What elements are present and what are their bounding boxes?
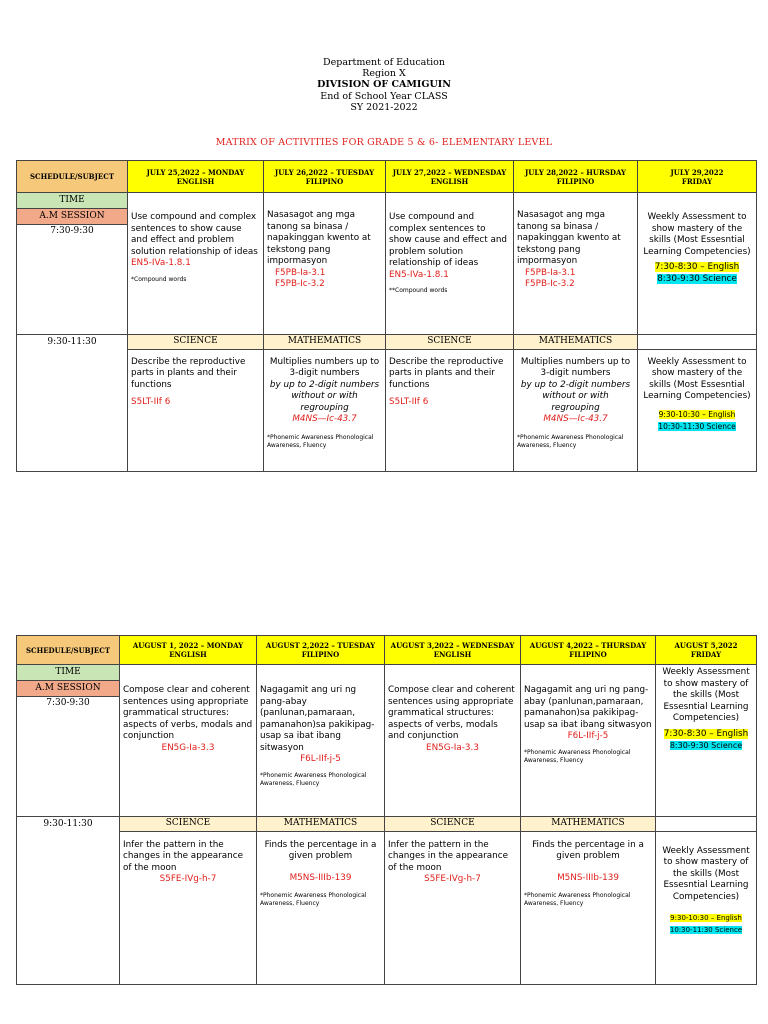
cell-tue-am: Nagagamit ang uri ng pang-abay (panlunan,pamaraan, pamanahon)sa pakikipag-usap sa ibat ibang sitwasyon F6L-IIf-j-5 *Phonemic Awareness Phonological Awareness, Fluency	[257, 665, 385, 817]
subj-fri-blank	[656, 817, 757, 832]
division-line: DIVISION OF CAMIGUIN	[317, 79, 451, 90]
cell-fri-pm: Weekly Assessment to show mastery of the skills (Most Essesntial Learning Competencies) 9:30-10:30 – English 10:30-11:30 Science	[638, 349, 757, 471]
fri-am-science: 8:30-9:30 Science	[657, 273, 737, 284]
cell-wed-pm: Describe the reproductive parts in plants and their functions S5LT-IIf 6	[386, 349, 514, 471]
day-header-thu: JULY 28,2022 – HURSDAY FILIPINO	[514, 161, 638, 193]
cell-mon-pm: Infer the pattern in the changes in the appearance of the moon S5FE-IVg-h-7	[120, 831, 257, 984]
cell-wed-pm: Infer the pattern in the changes in the appearance of the moon S5FE-IVg-h-7	[385, 831, 521, 984]
cell-fri-am: Weekly Assessment to show mastery of the skills (Most Essesntial Learning Competencies) 7:30-8:30 – English 8:30-9:30 Science	[638, 193, 757, 335]
day-header-wed: AUGUST 3,2022 – WEDNESDAY ENGLISH	[385, 636, 521, 665]
cell-fri-am: Weekly Assessment to show mastery of the skills (Most Essesntial Learning Competencies) 7:30-8:30 – English 8:30-9:30 Science	[656, 665, 757, 817]
fri-am-science: 8:30-9:30 Science	[669, 741, 743, 750]
fri-pm-science: 10:30-11:30 Science	[669, 925, 743, 934]
time-label: TIME	[17, 193, 127, 209]
time-label: TIME	[17, 665, 119, 681]
slot2-cell: 9:30-11:30	[17, 335, 128, 472]
cell-fri-pm: Weekly Assessment to show mastery of the skills (Most Essesntial Learning Competencies) 9:30-10:30 – English 10:30-11:30 Science	[656, 831, 757, 984]
day-header-fri: AUGUST 5,2022 FRIDAY	[656, 636, 757, 665]
cell-mon-am: Use compound and complex sentences to show cause and effect and problem solution relationship of ideas EN5-IVa-1.8.1 *Compound words	[128, 193, 264, 335]
subj-fri-blank	[638, 335, 757, 350]
subj-math-tue: MATHEMATICS	[264, 335, 386, 350]
fri-pm-english: 9:30-10:30 – English	[670, 914, 742, 922]
subj-math-tue: MATHEMATICS	[257, 817, 385, 832]
region-line: Region X	[362, 68, 406, 79]
cell-thu-pm: Finds the percentage in a given problem M5NS-IIIb-139 *Phonemic Awareness Phonological Awareness, Fluency	[521, 831, 656, 984]
day-header-thu: AUGUST 4,2022 – THURSDAY FILIPINO	[521, 636, 656, 665]
cell-wed-am: Compose clear and coherent sentences using appropriate grammatical structures: aspects of verbs, modals and conjunction EN5G-Ia-3.3	[385, 665, 521, 817]
fri-pm-science: 10:30-11:30 Science	[658, 422, 736, 431]
schedule-subject-header: SCHEDULE/SUBJECT	[17, 636, 120, 665]
schedule-table-week1	[16, 160, 757, 472]
fri-pm-english: 9:30-10:30 – English	[658, 409, 736, 419]
subj-science-mon: SCIENCE	[120, 817, 257, 832]
cell-tue-pm: Finds the percentage in a given problem M5NS-IIIb-139 *Phonemic Awareness Phonological Awareness, Fluency	[257, 831, 385, 984]
time-cell-am	[17, 193, 128, 335]
day-header-fri: JULY 29,2022 FRIDAY	[638, 161, 757, 193]
time-cell-am	[17, 665, 120, 817]
slot2-cell: 9:30-11:30	[17, 817, 120, 985]
sy-line: SY 2021-2022	[350, 102, 418, 113]
day-header-tue: JULY 26,2022 – TUESDAY FILIPINO	[264, 161, 386, 193]
am-session-label: A.M SESSION	[17, 681, 119, 697]
day-header-mon: AUGUST 1, 2022 – MONDAY ENGLISH	[120, 636, 257, 665]
day-header-wed: JULY 27,2022 – WEDNESDAY ENGLISH	[386, 161, 514, 193]
class-line: End of School Year CLASS	[320, 91, 448, 102]
cell-thu-am: Nasasagot ang mga tanong sa binasa / napakinggan kwento at tekstong pang impormasyon F5PB-Ia-3.1 F5PB-Ic-3.2	[514, 193, 638, 335]
dept-line: Department of Education	[323, 57, 445, 68]
schedule-subject-header: SCHEDULE/SUBJECT	[17, 161, 128, 193]
cell-tue-pm: Multiplies numbers up to 3-digit numbers by up to 2-digit numbers without or with regrouping M4NS—Ic-43.7 *Phonemic Awareness Phonological Awareness, Fluency	[264, 349, 386, 471]
subj-science-wed: SCIENCE	[386, 335, 514, 350]
cell-wed-am: Use compound and complex sentences to show cause and effect and problem solution relationship of ideas EN5-IVa-1.8.1 **Compound words	[386, 193, 514, 335]
day-header-tue: AUGUST 2,2022 – TUESDAY FILIPINO	[257, 636, 385, 665]
subj-science-wed: SCIENCE	[385, 817, 521, 832]
matrix-title: MATRIX OF ACTIVITIES FOR GRADE 5 & 6- ELEMENTARY LEVEL	[215, 137, 553, 148]
slot-label: 7:30-9:30	[46, 698, 90, 708]
cell-thu-am: Nagagamit ang uri ng pang-abay (panlunan,pamaraan, pamanahon)sa pakikipag-usap sa ibat ibang sitwasyon F6L-IIf-j-5 *Phonemic Awareness Phonological Awareness, Fluency	[521, 665, 656, 817]
cell-mon-am: Compose clear and coherent sentences using appropriate grammatical structures: aspects of verbs, modals and conjunction EN5G-Ia-3.3	[120, 665, 257, 817]
cell-mon-pm: Describe the reproductive parts in plants and their functions S5LT-IIf 6	[128, 349, 264, 471]
cell-tue-am: Nasasagot ang mga tanong sa binasa / napakinggan kwento at tekstong pang impormasyon F5PB-Ia-3.1 F5PB-Ic-3.2	[264, 193, 386, 335]
cell-thu-pm: Multiplies numbers up to 3-digit numbers by up to 2-digit numbers without or with regrouping M4NS—Ic-43.7 *Phonemic Awareness Phonological Awareness, Fluency	[514, 349, 638, 471]
subj-science-mon: SCIENCE	[128, 335, 264, 350]
schedule-table-week2	[16, 635, 757, 985]
subj-math-thu: MATHEMATICS	[514, 335, 638, 350]
day-header-mon: JULY 25,2022 – MONDAY ENGLISH	[128, 161, 264, 193]
subj-math-thu: MATHEMATICS	[521, 817, 656, 832]
am-session-label: A.M SESSION	[17, 209, 127, 225]
fri-am-english: 7:30-8:30 – English	[663, 728, 749, 739]
fri-am-english: 7:30-8:30 – English	[654, 262, 740, 272]
slot-label: 7:30-9:30	[50, 226, 94, 236]
